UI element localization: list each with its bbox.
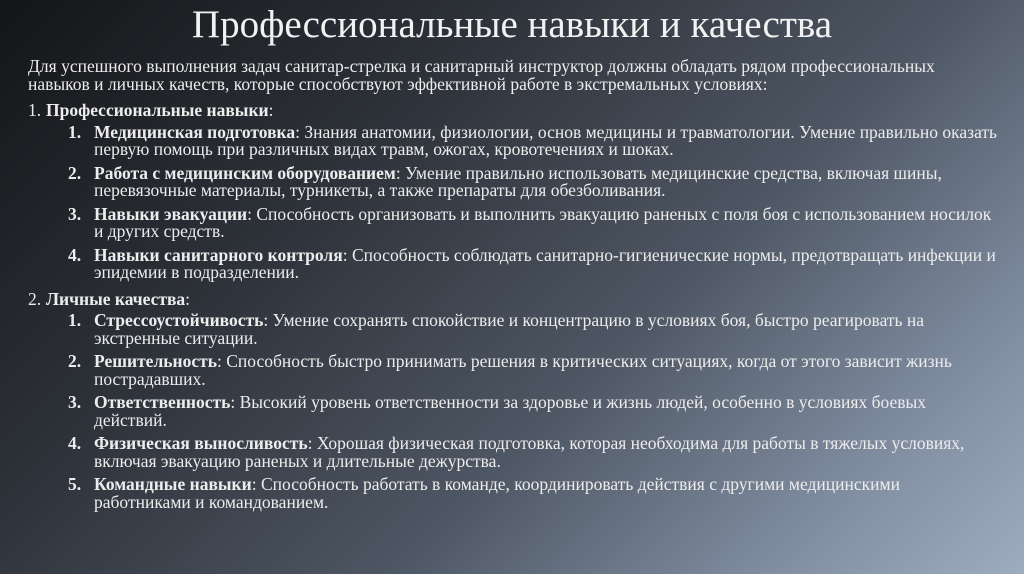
section-heading <box>28 102 998 120</box>
item-name: Медицинская подготовка <box>94 121 296 142</box>
item-text: : Умение сохранять спокойствие и концентрацию в условиях боя, быстро реагировать на экстренные ситуации. <box>94 310 925 348</box>
item-text: : Способность организовать и выполнить эвакуацию раненых с поля боя с использованием носилок и других средств. <box>94 203 992 241</box>
section-number: 2. <box>28 288 42 309</box>
qualities-list <box>28 312 998 511</box>
item-body <box>94 203 998 241</box>
section-personal-qualities <box>28 288 998 512</box>
item-body <box>94 394 998 429</box>
item-body <box>94 312 998 347</box>
list-item <box>28 394 998 429</box>
item-number: 3. <box>68 392 82 412</box>
list-item <box>28 435 998 470</box>
section-number: 1. <box>28 100 42 120</box>
section-heading <box>28 288 998 309</box>
section-professional-skills <box>28 102 998 282</box>
item-name: Работа с медицинским оборудованием <box>94 162 396 183</box>
item-name: Физическая выносливость <box>94 433 308 453</box>
item-number: 1. <box>68 310 82 330</box>
section-title <box>46 288 191 309</box>
list-item <box>28 312 998 347</box>
item-text: : Способность быстро принимать решения в критических ситуациях, когда от этого зависит жизнь пострадавших. <box>94 351 952 389</box>
list-item <box>28 244 998 282</box>
item-text: : Способность соблюдать санитарно-гигиенические нормы, предотвращать инфекции и эпидемии в подразделении. <box>94 244 996 282</box>
item-name: Навыки санитарного контроля <box>94 244 343 265</box>
list-item <box>28 203 998 241</box>
list-item <box>28 353 998 388</box>
intro-paragraph: Для успешного выполнения задач санитар-стрелка и санитарный инструктор должны обладать рядом профессиональных навыков и личных качеств, которые способствуют эффективной работе в экстремальных условиях: <box>28 56 935 94</box>
list-item <box>28 162 998 200</box>
section-label: Личные качества <box>46 288 186 309</box>
item-body <box>94 353 998 388</box>
item-body <box>94 121 998 159</box>
list-item <box>28 121 998 159</box>
item-text: : Хорошая физическая подготовка, которая необходима для работы в тяжелых условиях, включая эвакуацию раненых и длительные дежурства. <box>94 433 965 471</box>
item-number: 2. <box>68 162 82 183</box>
item-text: : Высокий уровень ответственности за здоровье и жизнь людей, особенно в условиях боевых действий. <box>94 392 926 430</box>
section-colon: : <box>185 288 191 309</box>
section-label: Профессиональные навыки <box>46 100 269 120</box>
item-name: Навыки эвакуации <box>94 203 248 224</box>
item-text: : Умение правильно использовать медицинские средства, включая шины, перевязочные материалы, турникеты, а также препараты для обезболивания. <box>94 162 942 200</box>
item-number: 4. <box>68 244 82 265</box>
list-item <box>28 476 998 511</box>
item-name: Командные навыки <box>94 474 252 494</box>
section-colon: : <box>268 100 274 120</box>
item-name: Ответственность <box>94 392 231 412</box>
item-text: : Способность работать в команде, координировать действия с другими медицинскими работниками и командованием. <box>94 474 900 512</box>
item-number: 4. <box>68 433 82 453</box>
item-number: 1. <box>68 121 82 142</box>
item-name: Решительность <box>94 351 217 371</box>
item-body <box>94 435 998 470</box>
skills-list <box>28 121 998 282</box>
slide-content <box>28 58 998 520</box>
item-body <box>94 162 998 200</box>
item-number: 2. <box>68 351 82 371</box>
item-body <box>94 244 998 282</box>
item-text: : Знания анатомии, физиологии, основ медицины и травматологии. Умение правильно оказать первую помощь при различных видах травм, ожогах, кровотечениях и шоках. <box>94 121 998 159</box>
slide-title: Профессиональные навыки и качества <box>191 3 833 46</box>
item-name: Стрессоустойчивость <box>94 310 264 330</box>
item-body <box>94 476 998 511</box>
section-title <box>46 102 274 120</box>
item-number: 3. <box>68 203 82 224</box>
item-number: 5. <box>68 474 82 494</box>
